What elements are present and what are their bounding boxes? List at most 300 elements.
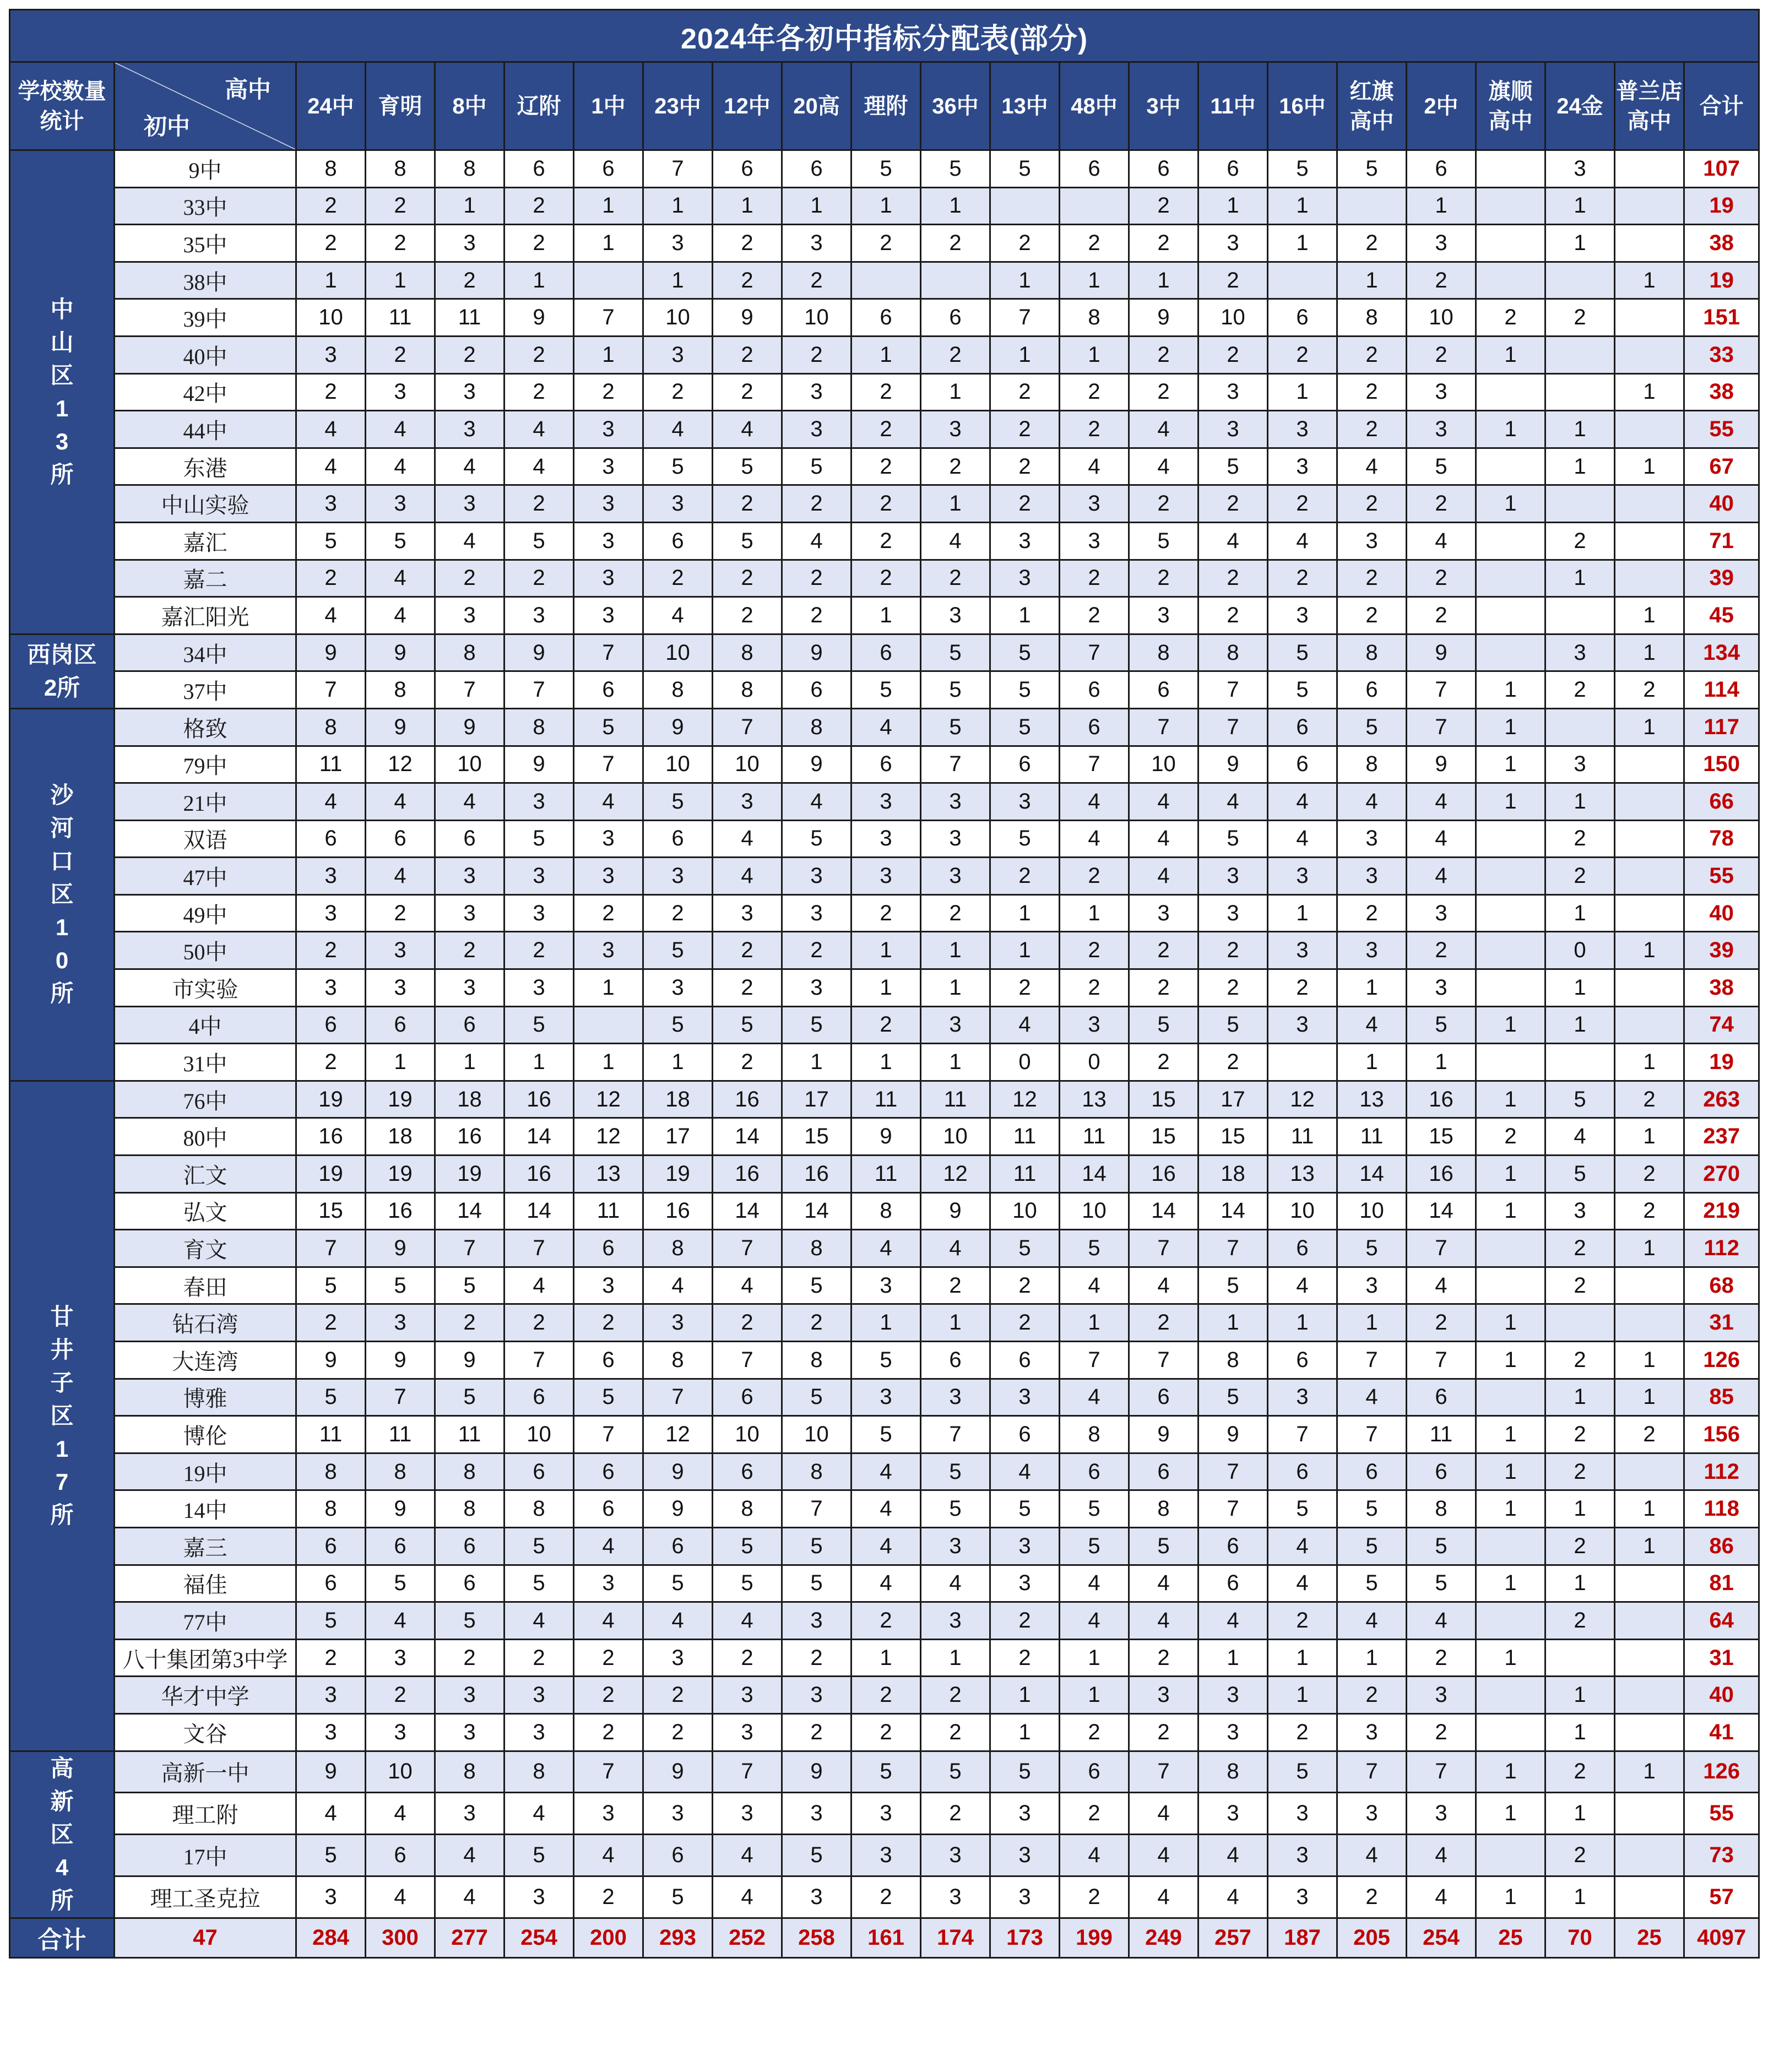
allocation-value: 8: [643, 671, 713, 709]
allocation-value: 7: [782, 1490, 852, 1528]
allocation-value: 6: [1060, 1751, 1129, 1793]
footer-school-count: 47: [115, 1918, 296, 1957]
allocation-value: 2: [1060, 932, 1129, 969]
allocation-value: 7: [435, 671, 505, 709]
allocation-value: 2: [990, 1639, 1060, 1677]
allocation-value: 3: [921, 411, 990, 448]
allocation-value: [852, 262, 921, 299]
allocation-value: 1: [1615, 262, 1684, 299]
allocation-value: 2: [782, 560, 852, 597]
allocation-value: 9: [643, 1490, 713, 1528]
allocation-value: [1615, 1267, 1684, 1304]
allocation-value: 2: [1545, 1230, 1615, 1267]
allocation-value: 5: [1407, 1527, 1476, 1565]
row-total: 41: [1684, 1713, 1759, 1751]
allocation-value: 2: [643, 894, 713, 932]
allocation-value: 3: [782, 1793, 852, 1835]
allocation-value: 1: [1615, 634, 1684, 671]
allocation-value: 6: [1060, 708, 1129, 746]
column-header-line: 24金: [1557, 94, 1603, 118]
allocation-value: 4: [1129, 1876, 1198, 1918]
column-header-high-school: [505, 62, 574, 150]
allocation-value: 9: [1407, 634, 1476, 671]
allocation-value: 5: [852, 150, 921, 188]
allocation-value: 3: [574, 560, 643, 597]
allocation-value: 3: [366, 1639, 435, 1677]
allocation-value: 9: [505, 299, 574, 337]
table-row: [10, 1156, 1759, 1193]
allocation-value: 6: [1268, 1453, 1337, 1490]
district-label-char: 河: [50, 815, 74, 842]
allocation-value: 9: [1129, 299, 1198, 337]
allocation-value: [1545, 262, 1615, 299]
allocation-value: 1: [852, 969, 921, 1007]
table-row: [10, 1490, 1759, 1528]
allocation-value: 2: [1198, 336, 1268, 373]
allocation-value: 9: [296, 1751, 366, 1793]
column-header-line: 高中: [1627, 109, 1672, 133]
allocation-value: 2: [1198, 485, 1268, 523]
allocation-value: 7: [1337, 1342, 1407, 1379]
row-total: 126: [1684, 1751, 1759, 1793]
allocation-value: 3: [1268, 1793, 1337, 1835]
allocation-value: 12: [643, 1416, 713, 1453]
allocation-value: 2: [852, 1713, 921, 1751]
allocation-value: 3: [1268, 1835, 1337, 1876]
allocation-value: 6: [1129, 671, 1198, 709]
table-row: [10, 1081, 1759, 1118]
allocation-value: 9: [505, 634, 574, 671]
district-label-char: 1: [55, 914, 69, 941]
allocation-value: 2: [574, 373, 643, 411]
allocation-value: 5: [713, 522, 782, 560]
row-total: 38: [1684, 225, 1759, 262]
allocation-value: 15: [782, 1118, 852, 1156]
allocation-value: 1: [574, 187, 643, 225]
allocation-value: 2: [1129, 336, 1198, 373]
allocation-value: 6: [574, 1230, 643, 1267]
allocation-value: 4: [1060, 783, 1129, 821]
allocation-value: 3: [1268, 858, 1337, 895]
allocation-value: 3: [1268, 411, 1337, 448]
allocation-value: [1615, 858, 1684, 895]
allocation-value: 1: [1615, 1342, 1684, 1379]
allocation-value: 4: [1129, 1602, 1198, 1640]
column-header-line: 2中: [1424, 94, 1458, 118]
allocation-value: 7: [574, 634, 643, 671]
column-header-high-school: [921, 62, 990, 150]
allocation-value: 2: [782, 1639, 852, 1677]
footer-column-total: 187: [1268, 1918, 1337, 1957]
allocation-value: 18: [435, 1081, 505, 1118]
allocation-value: 3: [852, 1379, 921, 1416]
footer-column-total: 200: [574, 1918, 643, 1957]
district-label-char: 所: [50, 1501, 74, 1528]
table-row: [10, 1876, 1759, 1918]
allocation-value: 8: [1060, 299, 1129, 337]
allocation-value: 14: [435, 1192, 505, 1230]
allocation-value: 3: [1407, 411, 1476, 448]
allocation-value: 3: [1337, 1713, 1407, 1751]
allocation-value: 3: [1060, 485, 1129, 523]
footer-column-total: 252: [713, 1918, 782, 1957]
allocation-value: 2: [1407, 1304, 1476, 1342]
allocation-value: 1: [1198, 1304, 1268, 1342]
allocation-value: 4: [366, 858, 435, 895]
allocation-value: 7: [713, 1342, 782, 1379]
allocation-value: 2: [1268, 560, 1337, 597]
junior-school-name: 嘉汇阳光: [115, 597, 296, 634]
row-total: 74: [1684, 1006, 1759, 1044]
allocation-value: 6: [1198, 1565, 1268, 1602]
allocation-value: 16: [713, 1156, 782, 1193]
allocation-value: 2: [574, 1713, 643, 1751]
allocation-value: 6: [852, 746, 921, 783]
allocation-value: 1: [1476, 1639, 1545, 1677]
allocation-value: 1: [1337, 1304, 1407, 1342]
allocation-value: 3: [852, 783, 921, 821]
junior-school-name: 春田: [115, 1267, 296, 1304]
allocation-value: 3: [1407, 1677, 1476, 1714]
allocation-value: [1476, 820, 1545, 858]
allocation-value: 3: [1337, 820, 1407, 858]
allocation-value: 3: [990, 1527, 1060, 1565]
allocation-value: 3: [1337, 522, 1407, 560]
allocation-value: 1: [1129, 262, 1198, 299]
allocation-value: 2: [505, 932, 574, 969]
allocation-value: 5: [921, 1490, 990, 1528]
allocation-value: 1: [435, 1044, 505, 1081]
footer-column-total: 199: [1060, 1918, 1129, 1957]
allocation-value: 1: [921, 1304, 990, 1342]
allocation-value: 7: [505, 1230, 574, 1267]
row-total: 112: [1684, 1230, 1759, 1267]
allocation-value: 2: [990, 411, 1060, 448]
allocation-value: 4: [990, 1453, 1060, 1490]
allocation-value: 1: [1476, 1793, 1545, 1835]
allocation-value: 2: [1337, 560, 1407, 597]
junior-school-name: 汇文: [115, 1156, 296, 1193]
allocation-value: 5: [1268, 1490, 1337, 1528]
table-row: [10, 1416, 1759, 1453]
junior-school-name: 50中: [115, 932, 296, 969]
table-row: [10, 1118, 1759, 1156]
allocation-value: 4: [574, 1602, 643, 1640]
allocation-value: 7: [1337, 1416, 1407, 1453]
allocation-value: 4: [1060, 1835, 1129, 1876]
allocation-value: 3: [1198, 1713, 1268, 1751]
allocation-value: 7: [574, 1751, 643, 1793]
allocation-value: 3: [505, 969, 574, 1007]
allocation-value: [1476, 858, 1545, 895]
allocation-value: 7: [1268, 1416, 1337, 1453]
junior-school-name: 40中: [115, 336, 296, 373]
allocation-value: [1476, 1527, 1545, 1565]
allocation-value: [1476, 373, 1545, 411]
allocation-value: 7: [505, 1342, 574, 1379]
junior-school-name: 博伦: [115, 1416, 296, 1453]
allocation-value: 1: [921, 1044, 990, 1081]
allocation-value: 9: [1407, 746, 1476, 783]
allocation-value: 2: [505, 336, 574, 373]
allocation-value: 7: [921, 1416, 990, 1453]
table-row: [10, 225, 1759, 262]
allocation-value: [1615, 1639, 1684, 1677]
table-row: [10, 820, 1759, 858]
allocation-value: 14: [1198, 1192, 1268, 1230]
allocation-value: 2: [366, 894, 435, 932]
allocation-value: 1: [852, 187, 921, 225]
junior-school-name: 17中: [115, 1835, 296, 1876]
allocation-value: 10: [782, 1416, 852, 1453]
allocation-value: 7: [296, 671, 366, 709]
allocation-value: 3: [1337, 932, 1407, 969]
allocation-value: 5: [1060, 1490, 1129, 1528]
allocation-value: 5: [296, 1267, 366, 1304]
allocation-value: 5: [921, 708, 990, 746]
column-header-high-school: [713, 62, 782, 150]
allocation-value: 2: [1545, 1342, 1615, 1379]
allocation-value: 3: [1198, 225, 1268, 262]
allocation-value: [574, 1006, 643, 1044]
allocation-value: 3: [435, 969, 505, 1007]
row-total: 270: [1684, 1156, 1759, 1193]
allocation-value: 2: [1198, 1044, 1268, 1081]
allocation-value: 4: [1198, 783, 1268, 821]
allocation-value: 13: [1268, 1156, 1337, 1193]
allocation-value: 8: [435, 1490, 505, 1528]
junior-school-name: 39中: [115, 299, 296, 337]
corner-count-line1: 学校数量: [18, 79, 106, 104]
junior-school-name: 格致: [115, 708, 296, 746]
allocation-value: 5: [782, 1379, 852, 1416]
allocation-value: 6: [713, 1379, 782, 1416]
allocation-value: 5: [574, 708, 643, 746]
allocation-value: 7: [1407, 671, 1476, 709]
allocation-value: 4: [366, 448, 435, 485]
footer-total-label: 合计: [10, 1918, 115, 1957]
allocation-value: 1: [1198, 187, 1268, 225]
allocation-value: 4: [852, 1453, 921, 1490]
column-header-high-school: [296, 62, 366, 150]
allocation-value: 4: [1060, 1267, 1129, 1304]
allocation-value: 4: [713, 411, 782, 448]
allocation-value: 4: [1337, 1602, 1407, 1640]
allocation-value: 3: [505, 1713, 574, 1751]
allocation-value: 18: [1198, 1156, 1268, 1193]
allocation-value: 1: [1060, 336, 1129, 373]
allocation-value: [1615, 1793, 1684, 1835]
allocation-value: 8: [296, 708, 366, 746]
junior-school-name: 4中: [115, 1006, 296, 1044]
district-label-char: 区: [50, 362, 74, 388]
allocation-value: 2: [1337, 894, 1407, 932]
column-header-high-school: [1129, 62, 1198, 150]
allocation-value: 5: [713, 1527, 782, 1565]
allocation-value: 6: [1268, 299, 1337, 337]
allocation-value: [1476, 1044, 1545, 1081]
allocation-value: 8: [296, 150, 366, 188]
allocation-value: 1: [1268, 225, 1337, 262]
allocation-value: 2: [505, 560, 574, 597]
allocation-value: 1: [1545, 783, 1615, 821]
allocation-value: 7: [1198, 1490, 1268, 1528]
allocation-value: 3: [1129, 894, 1198, 932]
allocation-value: 5: [643, 932, 713, 969]
allocation-value: 4: [852, 1565, 921, 1602]
allocation-value: 8: [1198, 1751, 1268, 1793]
table-row: [10, 634, 1759, 671]
allocation-value: [1476, 597, 1545, 634]
allocation-value: 5: [921, 1751, 990, 1793]
allocation-value: 4: [643, 1602, 713, 1640]
allocation-value: 1: [1545, 448, 1615, 485]
allocation-value: 2: [921, 1677, 990, 1714]
allocation-value: 2: [505, 225, 574, 262]
allocation-value: 2: [852, 1602, 921, 1640]
allocation-value: 11: [435, 1416, 505, 1453]
allocation-value: 9: [643, 708, 713, 746]
allocation-value: 4: [296, 783, 366, 821]
allocation-value: 7: [574, 299, 643, 337]
allocation-value: 3: [574, 1565, 643, 1602]
table-row: [10, 1835, 1759, 1876]
allocation-value: 3: [713, 1677, 782, 1714]
allocation-value: 5: [505, 1835, 574, 1876]
allocation-value: 2: [1337, 1677, 1407, 1714]
allocation-value: 2: [1129, 187, 1198, 225]
allocation-value: 5: [852, 1342, 921, 1379]
junior-school-name: 14中: [115, 1490, 296, 1528]
allocation-value: 2: [1060, 858, 1129, 895]
allocation-value: 9: [782, 1751, 852, 1793]
allocation-value: 2: [1268, 1713, 1337, 1751]
allocation-value: 10: [505, 1416, 574, 1453]
allocation-value: 2: [505, 1639, 574, 1677]
allocation-value: 2: [1407, 560, 1476, 597]
allocation-value: [1268, 1044, 1337, 1081]
allocation-value: 8: [1129, 634, 1198, 671]
district-label-char: 新: [50, 1788, 74, 1814]
allocation-value: 2: [574, 1639, 643, 1677]
allocation-value: 10: [990, 1192, 1060, 1230]
row-total: 33: [1684, 336, 1759, 373]
allocation-value: 7: [713, 1230, 782, 1267]
allocation-value: 4: [1129, 783, 1198, 821]
row-total: 107: [1684, 150, 1759, 188]
allocation-value: 6: [1407, 1379, 1476, 1416]
allocation-value: 1: [1615, 1751, 1684, 1793]
row-total: 71: [1684, 522, 1759, 560]
row-total: 40: [1684, 485, 1759, 523]
allocation-value: 1: [366, 1044, 435, 1081]
junior-school-name: 21中: [115, 783, 296, 821]
allocation-value: 9: [435, 1342, 505, 1379]
corner-high-school-label: 高中: [224, 77, 271, 102]
allocation-table: [9, 9, 1760, 1959]
allocation-value: 3: [296, 858, 366, 895]
allocation-value: [1476, 560, 1545, 597]
row-total: 19: [1684, 1044, 1759, 1081]
column-header-line: 1中: [591, 94, 626, 118]
table-row: [10, 597, 1759, 634]
allocation-value: 1: [1545, 1876, 1615, 1918]
allocation-value: 5: [713, 1006, 782, 1044]
district-label-char: 3: [55, 428, 69, 454]
allocation-value: 2: [1545, 820, 1615, 858]
allocation-value: 3: [574, 597, 643, 634]
allocation-value: 4: [296, 597, 366, 634]
allocation-value: 6: [713, 1453, 782, 1490]
junior-school-name: 钻石湾: [115, 1304, 296, 1342]
footer-column-total: 284: [296, 1918, 366, 1957]
table-row: [10, 708, 1759, 746]
allocation-value: 2: [1060, 597, 1129, 634]
district-label-char: 沙: [50, 782, 74, 809]
allocation-value: 3: [505, 894, 574, 932]
allocation-value: 5: [1129, 522, 1198, 560]
allocation-value: 4: [366, 1602, 435, 1640]
allocation-value: [1060, 187, 1129, 225]
allocation-value: 2: [1545, 671, 1615, 709]
allocation-value: 2: [643, 560, 713, 597]
allocation-value: 6: [643, 1835, 713, 1876]
allocation-value: 6: [782, 671, 852, 709]
allocation-value: 1: [921, 485, 990, 523]
junior-school-name: 嘉三: [115, 1527, 296, 1565]
allocation-value: 14: [713, 1118, 782, 1156]
district-label-char: 甘: [50, 1303, 74, 1330]
allocation-value: 2: [1337, 411, 1407, 448]
junior-school-name: 华才中学: [115, 1677, 296, 1714]
district-label-char: 所: [50, 980, 74, 1007]
allocation-value: 5: [782, 1835, 852, 1876]
allocation-value: 5: [1337, 1527, 1407, 1565]
allocation-value: 4: [1268, 1565, 1337, 1602]
allocation-value: 7: [921, 746, 990, 783]
allocation-value: 4: [505, 411, 574, 448]
allocation-value: 3: [505, 783, 574, 821]
column-header-line: 13中: [1001, 94, 1048, 118]
junior-school-name: 大连湾: [115, 1342, 296, 1379]
allocation-value: 2: [435, 262, 505, 299]
allocation-value: 4: [921, 1230, 990, 1267]
allocation-value: 4: [1060, 448, 1129, 485]
allocation-value: [1615, 820, 1684, 858]
allocation-value: 2: [1060, 969, 1129, 1007]
allocation-value: 14: [1060, 1156, 1129, 1193]
allocation-value: 1: [1060, 1304, 1129, 1342]
allocation-value: 4: [1129, 1793, 1198, 1835]
allocation-value: 3: [574, 858, 643, 895]
allocation-value: 2: [1407, 336, 1476, 373]
allocation-value: 3: [713, 783, 782, 821]
allocation-value: 12: [990, 1081, 1060, 1118]
allocation-value: 1: [643, 1044, 713, 1081]
allocation-value: 1: [1545, 1565, 1615, 1602]
allocation-value: 4: [713, 1267, 782, 1304]
allocation-value: 5: [713, 448, 782, 485]
allocation-value: [1545, 485, 1615, 523]
row-total: 55: [1684, 411, 1759, 448]
allocation-value: 1: [574, 1044, 643, 1081]
allocation-value: 8: [782, 1342, 852, 1379]
column-header-high-school: [366, 62, 435, 150]
allocation-value: 1: [1545, 1379, 1615, 1416]
allocation-value: 10: [643, 299, 713, 337]
allocation-value: 1: [713, 187, 782, 225]
allocation-value: 3: [435, 858, 505, 895]
